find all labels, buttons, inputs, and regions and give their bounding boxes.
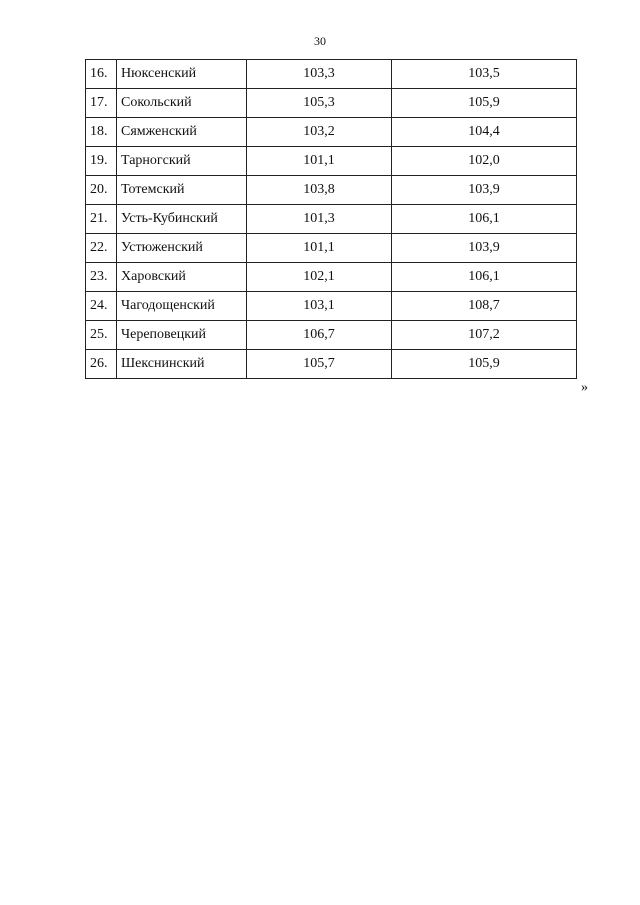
- value-2: 107,2: [392, 321, 577, 350]
- row-number: 25.: [86, 321, 117, 350]
- value-2: 103,9: [392, 234, 577, 263]
- value-1: 103,2: [247, 118, 392, 147]
- value-1: 101,3: [247, 205, 392, 234]
- table-row: [86, 292, 577, 321]
- table-body: [86, 60, 577, 379]
- value-1: 105,3: [247, 89, 392, 118]
- table-row: [86, 263, 577, 292]
- table-row: [86, 350, 577, 379]
- table-row: [86, 176, 577, 205]
- value-2: 103,9: [392, 176, 577, 205]
- table-row: [86, 205, 577, 234]
- district-table: [85, 59, 577, 379]
- row-number: 21.: [86, 205, 117, 234]
- district-name: Усть-Кубинский: [117, 205, 247, 234]
- value-1: 106,7: [247, 321, 392, 350]
- row-number: 24.: [86, 292, 117, 321]
- value-2: 102,0: [392, 147, 577, 176]
- district-name: Чагодощенский: [117, 292, 247, 321]
- value-1: 103,8: [247, 176, 392, 205]
- table-row: [86, 321, 577, 350]
- row-number: 17.: [86, 89, 117, 118]
- district-name: Шекснинский: [117, 350, 247, 379]
- district-name: Сямженский: [117, 118, 247, 147]
- row-number: 18.: [86, 118, 117, 147]
- district-name: Харовский: [117, 263, 247, 292]
- table-row: [86, 147, 577, 176]
- value-2: 106,1: [392, 263, 577, 292]
- value-2: 105,9: [392, 89, 577, 118]
- value-2: 108,7: [392, 292, 577, 321]
- district-name: Устюженский: [117, 234, 247, 263]
- district-name: Нюксенский: [117, 60, 247, 89]
- value-2: 104,4: [392, 118, 577, 147]
- closing-quote: »: [581, 380, 588, 395]
- district-name: Череповецкий: [117, 321, 247, 350]
- table-row: [86, 89, 577, 118]
- value-1: 102,1: [247, 263, 392, 292]
- value-1: 101,1: [247, 234, 392, 263]
- table-row: [86, 60, 577, 89]
- row-number: 20.: [86, 176, 117, 205]
- value-2: 105,9: [392, 350, 577, 379]
- value-2: 103,5: [392, 60, 577, 89]
- value-1: 101,1: [247, 147, 392, 176]
- value-1: 103,1: [247, 292, 392, 321]
- value-2: 106,1: [392, 205, 577, 234]
- table-row: [86, 234, 577, 263]
- district-name: Тотемский: [117, 176, 247, 205]
- row-number: 19.: [86, 147, 117, 176]
- value-1: 103,3: [247, 60, 392, 89]
- row-number: 16.: [86, 60, 117, 89]
- row-number: 22.: [86, 234, 117, 263]
- row-number: 26.: [86, 350, 117, 379]
- value-1: 105,7: [247, 350, 392, 379]
- page-number: 30: [314, 34, 326, 48]
- district-name: Тарногский: [117, 147, 247, 176]
- table-row: [86, 118, 577, 147]
- district-name: Сокольский: [117, 89, 247, 118]
- row-number: 23.: [86, 263, 117, 292]
